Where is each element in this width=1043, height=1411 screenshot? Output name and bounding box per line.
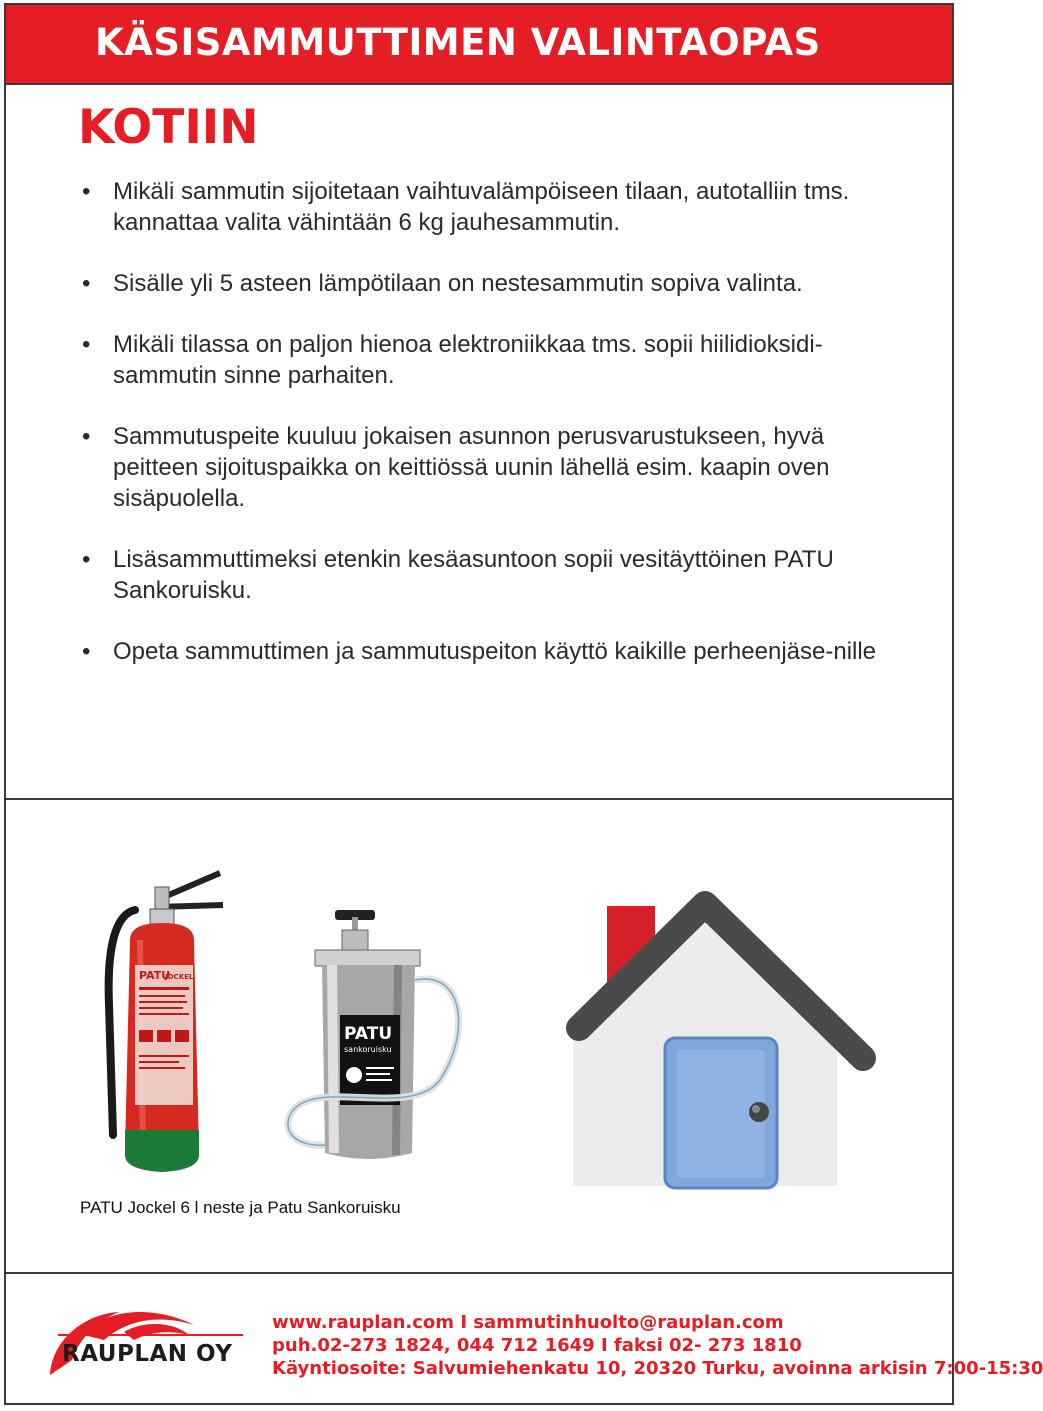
advice-list <box>80 176 890 697</box>
section-title: KOTIIN <box>78 100 259 155</box>
list-item-text: Sammutuspeite kuuluu jokaisen asunnon perusvarustukseen, hyvä peitteen sijoituspaikka on keittiössä uunin lähellä esim. kaapin oven sisäpuolella. <box>113 423 830 512</box>
address-line: Käyntiosoite: Salvumiehenkatu 10, 20320 Turku, avoinna arkisin 7:00-15:30 <box>272 1358 1043 1379</box>
list-item-text: Sisälle yli 5 asteen lämpötilaan on nestesammutin sopiva valinta. <box>113 270 803 297</box>
header-bar <box>6 5 952 85</box>
contact-info <box>272 1311 1043 1380</box>
bullet-icon: • <box>82 638 91 665</box>
list-item <box>80 544 890 606</box>
web-email-line: www.rauplan.com I sammutinhuolto@rauplan.com <box>272 1312 784 1333</box>
house-icon <box>565 878 875 1193</box>
company-logo-text: RAUPLAN OY <box>62 1341 233 1367</box>
list-item <box>80 268 890 299</box>
list-item <box>80 329 890 391</box>
fire-extinguisher-image <box>95 865 235 1180</box>
product-caption: PATU Jockel 6 l neste ja Patu Sankoruisku <box>80 1198 401 1217</box>
bucket-model-text: sankoruisku <box>344 1045 392 1054</box>
extinguisher-model-text: JOCKEL <box>165 973 194 981</box>
footer-divider <box>6 1272 952 1274</box>
bullet-icon: • <box>82 270 91 297</box>
bullet-icon: • <box>82 178 91 205</box>
list-item-text: Opeta sammuttimen ja sammutuspeiton käyttö kaikille perheenjäse-nille <box>113 638 877 665</box>
rauplan-logo-icon <box>44 1300 249 1380</box>
list-item <box>80 636 890 667</box>
list-item-text: Lisäsammuttimeksi etenkin kesäasuntoon sopii vesitäyttöinen PATU Sankoruisku. <box>113 546 834 604</box>
section-divider <box>6 798 952 800</box>
list-item <box>80 421 890 514</box>
list-item-text: Mikäli tilassa on paljon hienoa elektroniikkaa tms. sopii hiilidioksidi-sammutin sinne parhaiten. <box>113 331 823 389</box>
bucket-brand-text: PATU <box>344 1024 393 1044</box>
list-item-text: Mikäli sammutin sijoitetaan vaihtuvalämpöiseen tilaan, autotalliin tms. kannattaa valita vähintään 6 kg jauhesammutin. <box>113 178 850 236</box>
bullet-icon: • <box>82 546 91 573</box>
bullet-icon: • <box>82 423 91 450</box>
bucket-pump-image <box>270 905 470 1180</box>
bullet-icon: • <box>82 331 91 358</box>
extinguisher-brand-text: PATU <box>139 969 171 982</box>
phone-line: puh.02-273 1824, 044 712 1649 I faksi 02- 273 1810 <box>272 1335 802 1356</box>
page-title: KÄSISAMMUTTIMEN VALINTAOPAS <box>95 21 821 64</box>
list-item <box>80 176 890 238</box>
